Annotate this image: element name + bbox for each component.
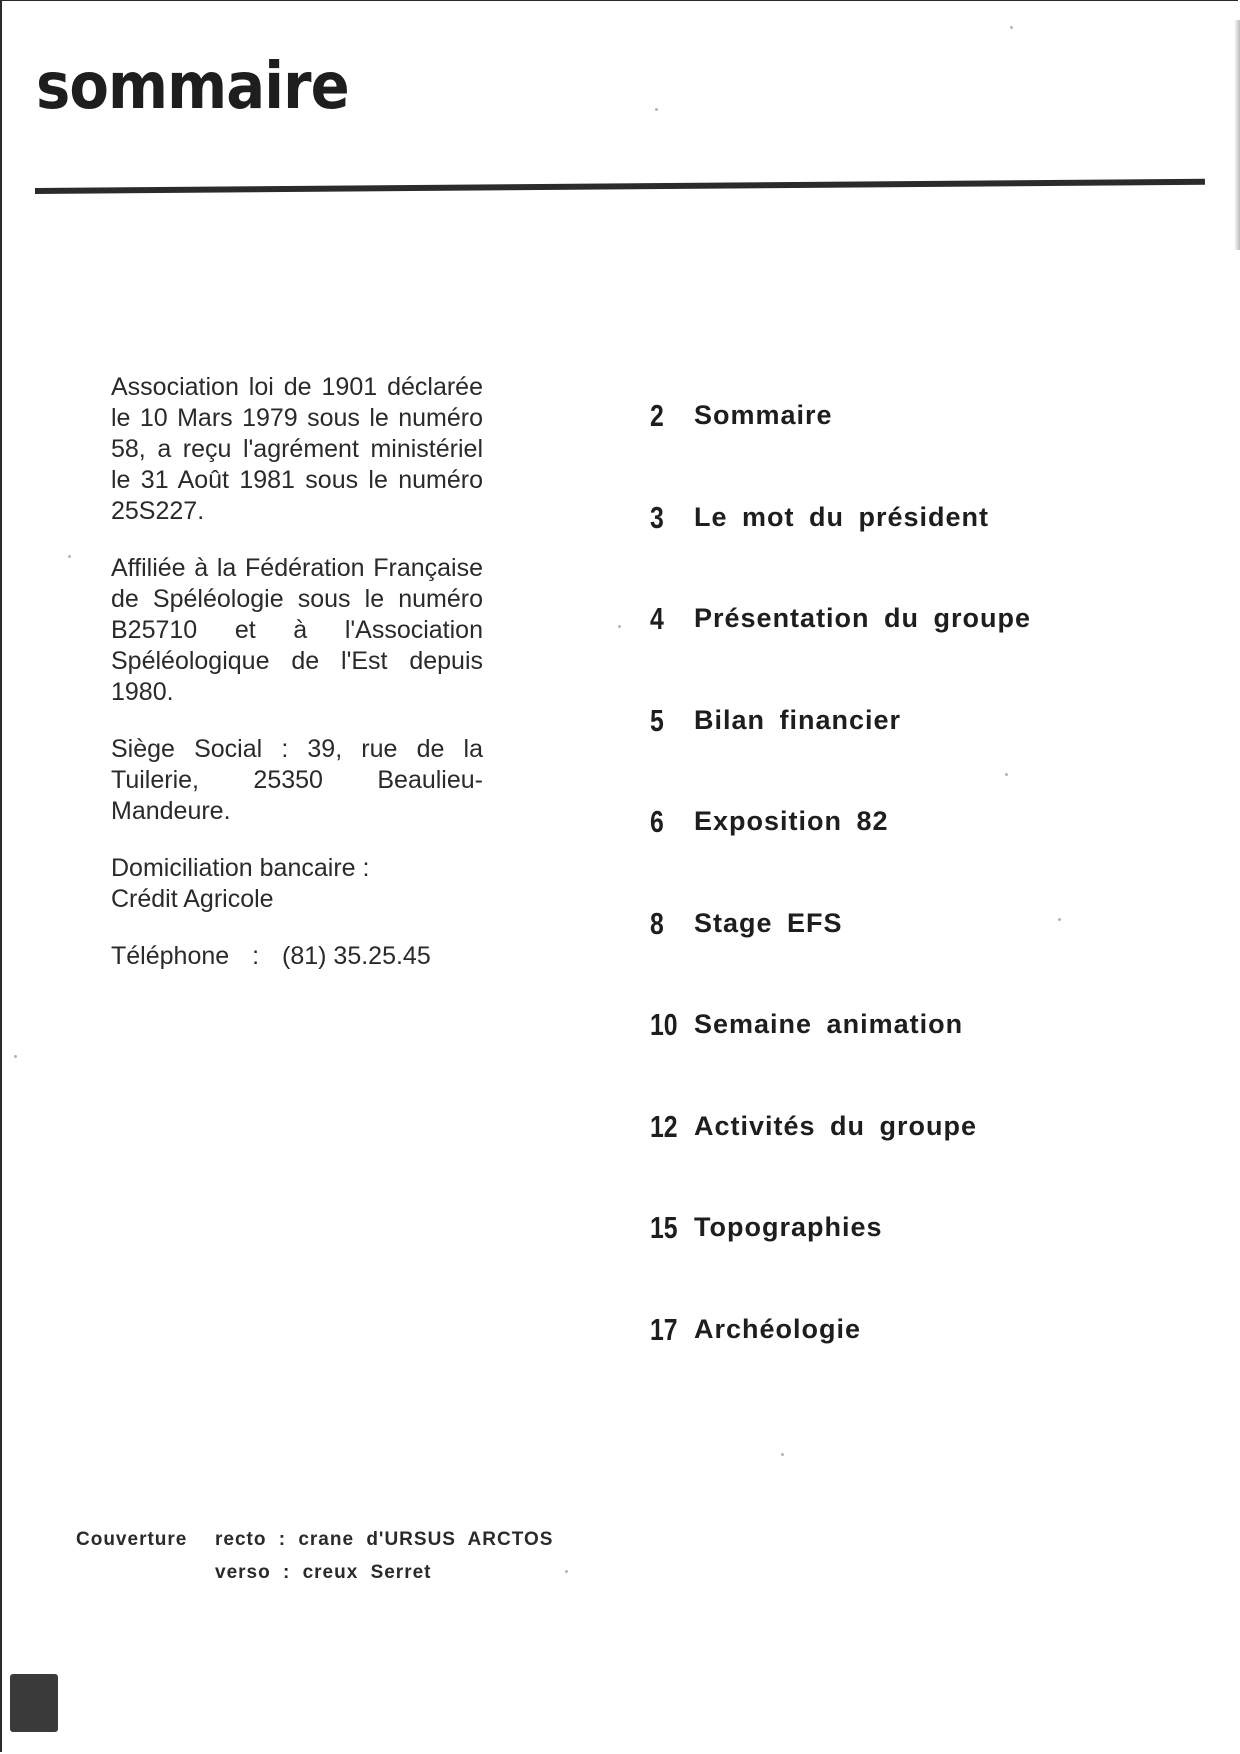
cover-label: Couverture	[76, 1529, 188, 1550]
toc-page-number: 3	[650, 499, 664, 535]
toc-item	[650, 601, 1070, 703]
scan-speck	[565, 1570, 568, 1573]
toc-page-number: 12	[650, 1108, 678, 1144]
scan-speck	[68, 555, 71, 558]
phone-separator: :	[252, 942, 260, 970]
toc-label: Stage EFS	[694, 907, 843, 938]
toc-item	[650, 1007, 1070, 1109]
toc-item	[650, 804, 1070, 906]
toc-label: Bilan financier	[694, 704, 902, 735]
siege-paragraph: Siège Social : 39, rue de la Tuilerie, 25350 Beaulieu-Mandeure.	[111, 735, 483, 825]
table-of-contents	[650, 398, 1070, 1413]
scan-speck	[1058, 918, 1061, 921]
toc-page-number: 17	[650, 1311, 678, 1347]
scan-speck	[1005, 773, 1008, 776]
toc-item	[650, 500, 1070, 602]
bank-label: Domiciliation bancaire :	[111, 854, 370, 882]
toc-item	[650, 703, 1070, 805]
cover-verso-row	[76, 1556, 553, 1589]
toc-page-number: 5	[650, 702, 664, 738]
cover-verso: verso : creux Serret	[215, 1562, 432, 1583]
toc-item	[650, 1109, 1070, 1211]
toc-label: Sommaire	[694, 400, 833, 430]
association-paragraph: Association loi de 1901 déclarée le 10 Mars 1979 sous le numéro 58, a reçu l'agrément ministériel le 31 Août 1981 sous le numéro 25S227.	[111, 373, 483, 525]
scan-speck	[781, 1453, 784, 1456]
scan-speck	[1010, 26, 1013, 29]
toc-item	[650, 906, 1070, 1008]
page-title: sommaire	[36, 50, 349, 124]
toc-label: Activités du groupe	[694, 1110, 978, 1141]
phone-value: (81) 35.25.45	[282, 942, 431, 970]
toc-page-number: 8	[650, 905, 664, 941]
scan-speck	[14, 1055, 17, 1058]
toc-page-number: 6	[650, 804, 664, 839]
toc-page-number: 15	[650, 1210, 678, 1245]
association-info	[111, 372, 483, 998]
toc-label: Topographies	[694, 1212, 883, 1242]
bank-name: Crédit Agricole	[111, 885, 274, 913]
toc-page-number: 10	[650, 1007, 678, 1042]
toc-page-number: 4	[650, 601, 664, 636]
bank-paragraph	[111, 853, 483, 915]
toc-item	[650, 1210, 1070, 1312]
phone-paragraph	[111, 941, 483, 972]
phone-label: Téléphone	[111, 942, 230, 970]
toc-label: Le mot du président	[694, 501, 990, 532]
toc-item	[650, 1312, 1070, 1414]
cover-credits	[76, 1523, 553, 1589]
cover-recto: recto : crane d'URSUS ARCTOS	[215, 1529, 554, 1550]
toc-page-number: 2	[650, 398, 664, 433]
scan-speck	[618, 625, 621, 628]
affiliation-paragraph: Affiliée à la Fédération Française de Spéléologie sous le numéro B25710 et à l'Association Spéléologique de l'Est depuis 1980.	[111, 554, 483, 706]
toc-label: Exposition 82	[694, 806, 889, 836]
scan-edge-shadow	[1234, 20, 1240, 250]
page-corner-mark	[10, 1674, 58, 1732]
cover-recto-row	[76, 1523, 553, 1556]
toc-label: Archéologie	[694, 1313, 862, 1344]
scan-speck	[655, 108, 658, 111]
toc-label: Semaine animation	[694, 1009, 964, 1039]
toc-item	[650, 398, 1070, 500]
toc-label: Présentation du groupe	[694, 603, 1032, 633]
